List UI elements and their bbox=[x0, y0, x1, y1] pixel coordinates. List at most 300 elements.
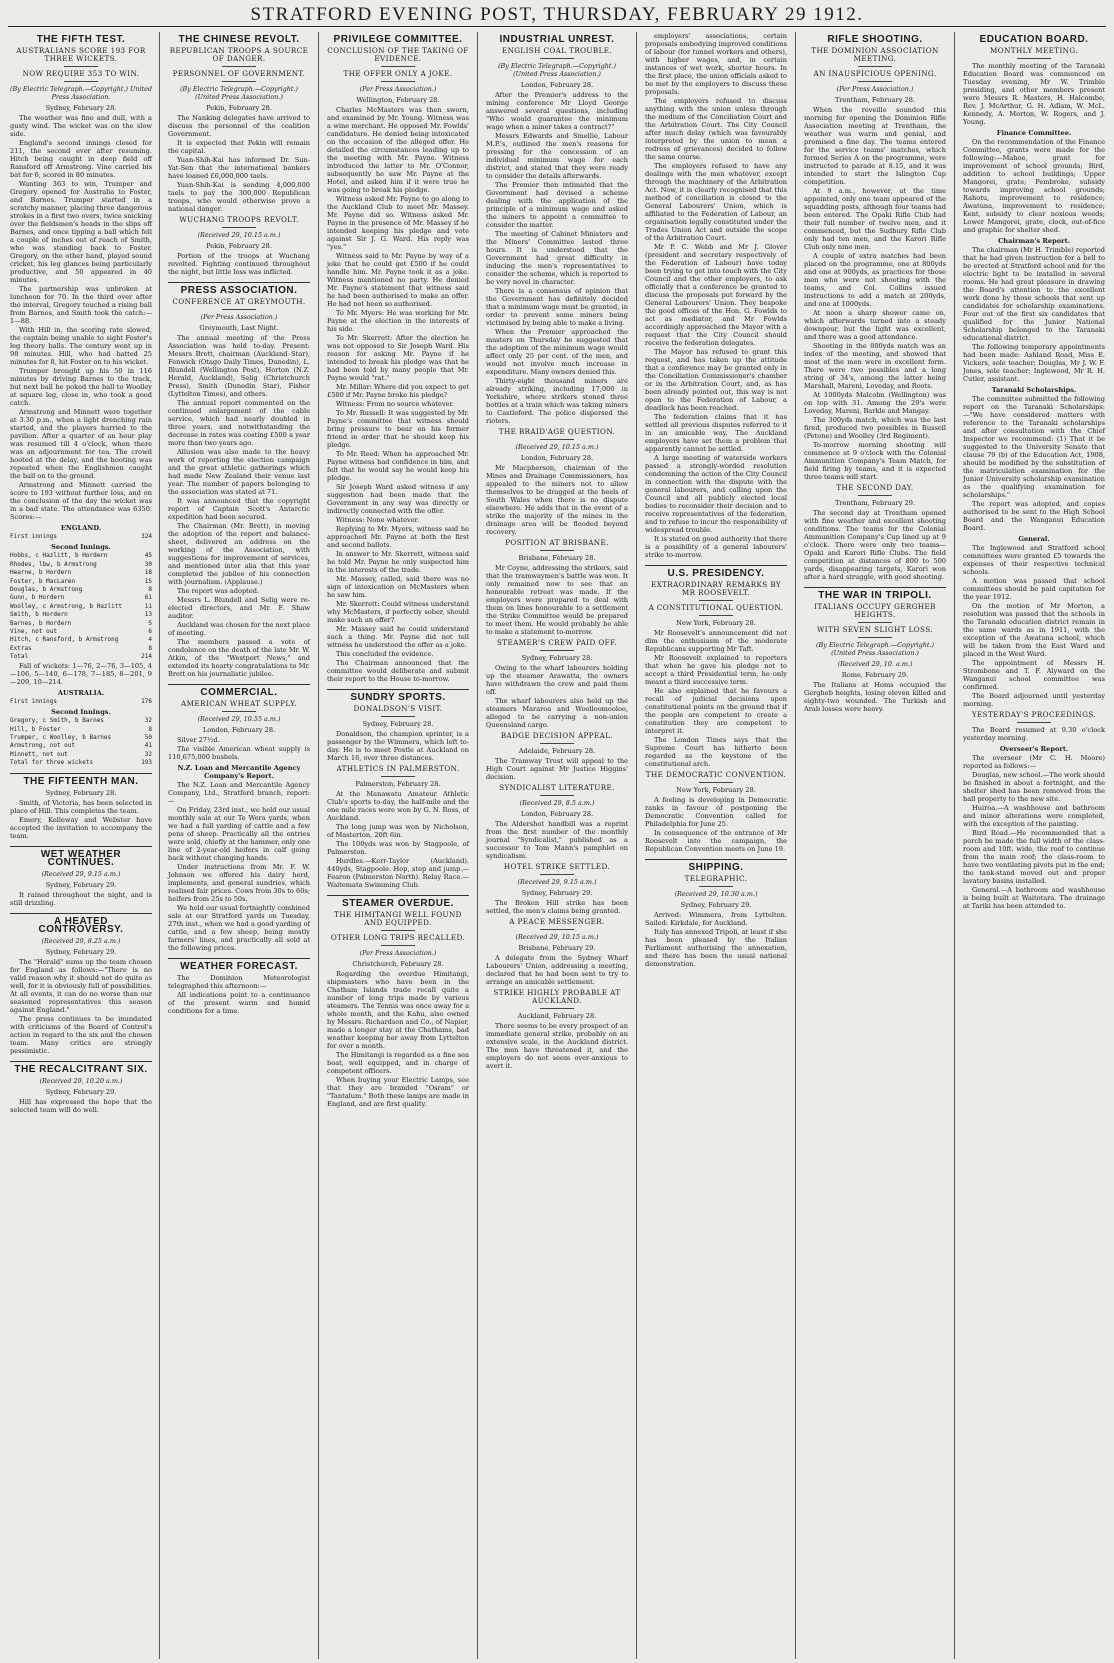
article-dateline: Sydney, February 28. bbox=[45, 788, 117, 797]
article-paragraph: To Mr. Myers: He was working for Mr. Payne at the election in the interests of his side. bbox=[327, 309, 469, 333]
article-paragraph: Wanting 363 to win, Trumper and Gregory opened for Australia to Foster, and Barnes. Trumper started in a scratchy manner, placing three dangerous strokes in a first two overs, twice snicking over the fieldsmen's heads in the slips off Barnes, and once tipping a ball which fell a couple of inches out of reach of Smith, who was standing back to Foster. Gregory, on the other hand, played sound cricket, his leg glances being particularly productive, and 50 appeared in 40 minutes. bbox=[10, 180, 152, 284]
score-runs: 324 bbox=[141, 533, 152, 540]
article-dateline: London, February 28. bbox=[520, 810, 594, 818]
article-subheading: CONCLUSION OF THE TAKING OF EVIDENCE. bbox=[327, 46, 469, 63]
article-paragraph: To-morrow morning shooting will commence at 9 o'clock with the Colonial Ammunition Company's Team Match, for field firing by teams, and it is expected three teams will start. bbox=[804, 441, 946, 481]
article-paragraph: Witness asked Mr. Payne to go along to the Auckland Club to meet Mr. Massey. Mr. Payne did so. Witness asked Mr. Payne in the presence of Mr. Massey if he intended keeping his pledge and vote against Sir J. G. Ward. His reply was "yes." bbox=[327, 195, 469, 251]
column-rule bbox=[795, 32, 796, 1659]
score-player: Minnett, not out bbox=[10, 750, 68, 758]
article-paragraph: The press continues to be inundated with criticisms of the Board of Control's action in regard to the six and the chosen team. Many critics are strongly pessimistic. bbox=[10, 1014, 152, 1055]
article-headline: EDUCATION BOARD. bbox=[979, 34, 1089, 45]
section-divider bbox=[645, 859, 787, 860]
article-credit: (Received 29, 8.25 a.m.) bbox=[41, 936, 121, 945]
article-paragraph: Sir Joseph Ward asked witness if any suggestion had been made that the Government in any way was directly or indirectly connected with the offer. bbox=[327, 483, 469, 515]
article-paragraph: The second day at Trentham opened with fine weather and excellent shooting conditions. The teams for the Colonial Ammunition Company's Cup lined up at 9 o'clock. There were only two teams—Opaki and Karori Rifle Clubs. The field competition at distances of 800 to 500 yards, disappearing targets, Karori won after a hard struggle, with good shooting. bbox=[804, 509, 946, 581]
article-subheading: THE BRAID'AGE QUESTION. bbox=[498, 427, 616, 436]
article-paragraph: It is stated on good authority that there is a possibility of a general labourers' strike to-morrow. bbox=[645, 535, 787, 559]
short-rule bbox=[699, 600, 733, 601]
article-dateline: Trentham, February 29. bbox=[834, 499, 916, 507]
article-paragraph: Mr. Massey said he could understand such a thing. Mr. Payne did not tell witness he understood the offer as a joke. bbox=[327, 625, 469, 649]
article-paragraph: Arrived: Wimmera, from Lyttelton. Sailed: Kirkdale, for Auckland. bbox=[645, 911, 787, 927]
article-paragraph: At 9 a.m., however, at the time appointed, only one team appeared of the squadding posts, although four teams had been entered. The Opaki Rifle Club had their full number of twelve men, and it commenced, but the Sudbury Rifle Club only had ten men, and the Karori Rifle Club only nine men. bbox=[804, 187, 946, 251]
article-paragraph: The long jump was won by Nicholson, of Masterton, 20ft 6in. bbox=[327, 823, 469, 839]
article-paragraph: The "Herald" sums up the team chosen for England as follows:—"There is no valid reason why it should not do quite as well, for it is obviously full of possibilities. At all events, it can do no worse than our seasoned representatives this season against England." bbox=[10, 957, 152, 1014]
section-divider bbox=[168, 958, 310, 959]
article-paragraph: Messrs Edwards and Smellie, Labour M.P.'s, outlined the men's reasons for pressing for the concession of an individual minimum wage for each district, and stated that they were ready to consider the details afterwards. bbox=[486, 132, 628, 180]
article-headline: THE FIFTH TEST. bbox=[36, 34, 126, 45]
article-paragraph: The following temporary appointments had been made: Ashland Road, Miss E. Vickers, sole teacher; Douglas, Mr J. W. F. Jones, sole teacher; Inglewood, Mr R. H. Cutler, assistant. bbox=[963, 343, 1105, 383]
article-paragraph: Fall of wickets: 1—76, 2—76, 3—105, 4—106, 5—140, 6—178, 7—185, 8—201, 9—209, 10—214. bbox=[10, 661, 152, 686]
score-player: Douglas, b Armstrong bbox=[10, 586, 83, 594]
article-paragraph: The report was adopted. bbox=[177, 587, 260, 595]
article-subheading: HOTEL STRIKE SETTLED. bbox=[503, 862, 611, 871]
short-rule bbox=[699, 886, 733, 887]
article-subheading: STRIKE HIGHLY PROBABLE AT AUCKLAND. bbox=[493, 988, 621, 1005]
article-paragraph: Witness: From no source whatever. bbox=[336, 400, 454, 408]
article-credit: (Received 29, 9.15 a.m.) bbox=[517, 878, 597, 886]
short-rule bbox=[858, 637, 892, 638]
article-headline: THE RECALCITRANT SIX. bbox=[14, 1063, 148, 1075]
article-credit: (Received 29, 10.15 a.m.) bbox=[197, 231, 281, 239]
score-runs: 32 bbox=[144, 717, 152, 725]
article-paragraph: Auckland was chosen for the next place of meeting. bbox=[168, 621, 310, 637]
short-rule bbox=[699, 782, 733, 783]
article-subheading: AMERICAN WHEAT SUPPLY. bbox=[181, 699, 297, 708]
short-rule bbox=[858, 495, 892, 496]
article-paragraph: Allusion was also made to the heavy work of reporting the election campaign and the great athletic gatherings which had made New Zealand their venue last year. The number of papers belonging to the association was stated at 71. bbox=[168, 448, 310, 496]
score-player: Total bbox=[10, 653, 29, 661]
article-paragraph: England's second innings closed for 211, the second ever after resuming. Hitch being caught in deep field off Ransford off Armstrong. Vine carried his bat for 6, scored in 80 minutes. bbox=[10, 139, 152, 179]
article-subheading: AUSTRALIANS SCORE 193 FOR THREE WICKETS. bbox=[16, 46, 146, 63]
column-rule bbox=[954, 32, 955, 1659]
article-paragraph: Emery, Kelleway and Webster have accepted the invitation to accompany the team. bbox=[10, 815, 152, 840]
article-paragraph: Shooting in the 800yds match was an index of the meeting, and showed that most of the men were in excellent form. There were two possibles and a long string of 34's, among the latter being Marshall, Mareni, Loveday, and Roots. bbox=[804, 342, 946, 390]
short-rule bbox=[540, 743, 574, 744]
article-dateline: Rome, February 29. bbox=[841, 671, 909, 679]
article-section-title: Chairman's Report. bbox=[998, 237, 1070, 245]
score-line bbox=[10, 653, 152, 660]
article-dateline: Sydney, February 29. bbox=[45, 1087, 117, 1096]
score-player: Total for three wickets bbox=[10, 759, 94, 767]
article-paragraph: Armstrong and Minnett carried the score to 193 without further loss, and on the conclusion of the day the wicket was in a bad state. The attendance was 6350. Scores:— bbox=[10, 481, 152, 521]
score-runs: 4 bbox=[148, 636, 152, 644]
article-paragraph: The London Times says that the Supreme Court has hitherto been regarded as the keystone of the constitutional arch. bbox=[645, 736, 787, 768]
score-runs: 214 bbox=[141, 653, 152, 661]
short-rule bbox=[540, 550, 574, 551]
article-paragraph: The Board adjourned until yesterday morning. bbox=[963, 692, 1105, 708]
score-runs: 30 bbox=[144, 560, 152, 568]
article-subheading: MONTHLY MEETING. bbox=[990, 46, 1078, 55]
article-paragraph: On the recommendation of the Finance Committee, grants were made for the following:—Mahoe, grant for improvement of school grounds; Bird, addition to school buildings; Upper Mangorei, grate; Pembroke, subsidy towards improving school grounds; Rahotu, improvement to residence; Awatuna, improvement to residence; Kent, subsidy to clear noxious weeds; Lower Mangorei, grate, clock, out-of-fice and graphic for shelter shed. bbox=[963, 138, 1105, 234]
article-paragraph: When the reveille sounded this morning for opening the Dominion Rifle Association meeting at Trentham, the weather was warm and genial, and promised a fine day. The teams entered for the service teams' matches, which formed Series A on the programme, were instructed to parade at 8.15, and it was intended to start the Islington Cup competition. bbox=[804, 106, 946, 186]
article-section-title: Overseer's Report. bbox=[999, 745, 1069, 753]
section-divider bbox=[327, 895, 469, 896]
column-rule bbox=[159, 32, 160, 1659]
article-paragraph: Armstrong and Minnett were together at 3.30 p.m., when a light drenching rain started, and the players hurried to the pavilion. After a quarter of an hour play was resumed till 4 o'clock, when there was an adjournment for tea. The crowd hooted at the delay, and the hooting was repeated when the Englishmen caught the ball on to the ground. bbox=[10, 408, 152, 480]
score-runs: 61 bbox=[144, 594, 152, 602]
article-credit: (Received 29, 10.30 a.m.) bbox=[674, 890, 758, 898]
score-player: Hill, b Foster bbox=[10, 725, 61, 733]
short-rule bbox=[540, 439, 574, 440]
article-headline: COMMERCIAL. bbox=[200, 687, 278, 698]
score-player: Hobbs, c Hazlitt, b Hordern bbox=[10, 552, 108, 560]
article-paragraph: Replying to Mr. Myers, witness said he approached Mr. Payne at both the first and second ballots. bbox=[327, 525, 469, 549]
score-player: Foster, b MacLaren bbox=[10, 577, 76, 585]
short-rule bbox=[381, 930, 415, 931]
short-rule bbox=[381, 716, 415, 717]
article-paragraph: The Dominion Meteorologist telegraphed this afternoon:— bbox=[168, 974, 310, 990]
article-dateline: Pekin, February 28. bbox=[206, 242, 272, 250]
article-subheading: PERSONNEL OF GOVERNMENT. bbox=[172, 69, 306, 78]
article-dateline: Adelaide, February 28. bbox=[518, 747, 596, 755]
score-line bbox=[10, 552, 152, 559]
score-runs: 18 bbox=[144, 569, 152, 577]
article-dateline: Pekin, February 28. bbox=[206, 104, 272, 112]
score-line bbox=[10, 561, 152, 568]
article-paragraph: To Mr. Russell: It was suggested by Mr. Payne's committee that witness should bring pressure to bear on his former friend in order that he should keep his pledge. bbox=[327, 409, 469, 449]
article-credit: (Received 29, 10.20 a.m.) bbox=[39, 1076, 123, 1085]
column-3 bbox=[323, 32, 473, 1659]
article-paragraph: A motion was passed that school committees should be paid capitation for the year 1912. bbox=[963, 577, 1105, 601]
article-credit: (By Electric Telegraph.—Copyright.) (United Press Association.) bbox=[816, 641, 934, 657]
article-paragraph: Mr Roosevelt's announcement did not dim the enthusiasm of the moderate Republicans supporting Mr Taft. bbox=[645, 629, 787, 653]
article-paragraph: The Italians at Homs occupied the Gergheb heights, losing eleven killed and eighty-two wounded. The Turkish and Arab losses were heavy. bbox=[804, 681, 946, 713]
short-rule bbox=[381, 945, 415, 946]
article-paragraph: The Board resumed at 9.30 o'clock yesterday morning. bbox=[963, 726, 1105, 742]
score-line bbox=[10, 717, 152, 724]
section-divider bbox=[10, 913, 152, 914]
article-credit: (Received 29, 8.5 a.m.) bbox=[519, 799, 595, 807]
article-paragraph: All indications point to a continuance of the present warm and humid conditions for a time. bbox=[168, 991, 310, 1015]
article-paragraph: The Aldershot handbill was a reprint from the first number of the monthly journal "Syndicalist," published as a successor to Tom Mann's pamphlet on syndicalism. bbox=[486, 820, 628, 860]
article-headline: THE CHINESE REVOLT. bbox=[178, 34, 300, 45]
article-subheading: STEAMER'S CREW PAID OFF. bbox=[496, 638, 618, 647]
article-paragraph: The N.Z. Loan and Mercantile Agency Company, Ltd., Stratford branch, report:— bbox=[168, 781, 310, 805]
masthead: STRATFORD EVENING POST, THURSDAY, FEBRUARY 29 1912. bbox=[8, 4, 1106, 27]
score-player: First innings bbox=[10, 697, 57, 705]
article-subheading: BADGE DECISION APPEAL. bbox=[500, 731, 614, 740]
article-paragraph: At the Manawatu Amateur Athletic Club's sports to-day, the half-mile and the one mile races were won by G. N. Ross, of Auckland. bbox=[327, 790, 469, 822]
section-divider bbox=[10, 773, 152, 774]
article-paragraph: The visible American wheat supply is 110,675,000 bushels. bbox=[168, 745, 310, 761]
score-runs: 8 bbox=[148, 644, 152, 652]
article-paragraph: Bird Road.—He recommended that a porch be made the full width of the class-room and 10ft. wide, the roof to continue from the main roof; the class-room to have two ventilating pivots put in the end; the tank-stand moved out and proper lavatory basins installed. bbox=[963, 829, 1105, 885]
article-headline: WEATHER FORECAST. bbox=[180, 961, 298, 972]
score-runs: 41 bbox=[144, 742, 152, 750]
short-rule bbox=[699, 615, 733, 616]
article-subheading: A CONSTITUTIONAL QUESTION. bbox=[648, 603, 784, 612]
article-section-title: AUSTRALIA. bbox=[57, 688, 105, 697]
short-rule bbox=[540, 929, 574, 930]
short-rule bbox=[540, 795, 574, 796]
article-paragraph: General.—A bathroom and washhouse is being built at Waitotara. The drainage at Tariki has been attended to. bbox=[963, 886, 1105, 910]
score-runs: 8 bbox=[148, 586, 152, 594]
article-paragraph: Yuan-Shih-Kai has informed Dr. Sun-Yat-Sen that the international bankers have loaned £6,000,000 taels. bbox=[168, 156, 310, 180]
score-line bbox=[10, 698, 152, 705]
article-subheading: A PEACE MESSENGER. bbox=[509, 917, 605, 926]
article-paragraph: With Hill in, the scoring rate slowed, the captain being unable to sight Foster's leg theory balls. The century went up in 98 minutes. Hill, who had batted 25 minutes for 8, hit Foster on to his wicket. bbox=[10, 326, 152, 366]
article-subheading: THE HIMITANGI WELL FOUND AND EQUIPPED. bbox=[334, 910, 462, 927]
article-dateline: Wellington, February 28. bbox=[356, 96, 440, 104]
article-subheading: THE DOMINION ASSOCIATION MEETING. bbox=[811, 46, 939, 63]
article-subheading: THE DEMOCRATIC CONVENTION. bbox=[645, 770, 787, 779]
score-player: Vine, not out bbox=[10, 628, 57, 636]
article-dateline: London, February 28. bbox=[520, 454, 594, 462]
article-paragraph: Mr. Massey, called, said there was no sign of intoxication on McMasters when he saw him. bbox=[327, 575, 469, 599]
article-paragraph: The partnership was unbroken at luncheon for 70. In the third over after the interval, Gregory touched a rising ball from Barnes, and Smith took the catch:—1—88. bbox=[10, 285, 152, 325]
article-paragraph: The annual meeting of the Press Association was held to-day. Present: Messrs Brett, chairman (Auckland Star), Fenwick (Otago Daily Times, Dunedin), L. Blundell (Wellington Post), Horton (N.Z. Herald, Auckland), Selig (Christchurch Press), Smith (Dunedin Star), Fisher (Lyttelton Times), and others. bbox=[168, 334, 310, 398]
short-rule bbox=[222, 309, 256, 310]
score-line bbox=[10, 586, 152, 593]
short-rule bbox=[1017, 722, 1051, 723]
article-subheading: AN INAUSPICIOUS OPENING. bbox=[813, 69, 937, 78]
article-subheading: OTHER LONG TRIPS RECALLED. bbox=[330, 933, 466, 942]
article-dateline: Trentham, February 28. bbox=[834, 96, 916, 104]
section-divider bbox=[10, 846, 152, 847]
article-paragraph: Donaldson, the champion sprinter, is a passenger by the Wimmera, which left to-day. He is to meet Postle at Auckland on March 16, over three distances. bbox=[327, 730, 469, 762]
short-rule bbox=[381, 66, 415, 67]
article-paragraph: Mr Roosevelt explained to reporters that when he gave his pledge not to accept a third Presidential term, he only meant a third successive term. bbox=[645, 654, 787, 686]
score-line bbox=[10, 620, 152, 627]
article-dateline: Auckland, February 28. bbox=[517, 1012, 597, 1020]
article-dateline: London, February 28. bbox=[202, 726, 276, 734]
article-subheading: THE SECOND DAY. bbox=[836, 483, 914, 492]
column-2 bbox=[164, 32, 314, 1659]
article-dateline: Brisbane, February 29. bbox=[518, 944, 596, 952]
article-dateline: Sydney, February 29. bbox=[45, 880, 117, 889]
score-player: Armstrong, not out bbox=[10, 742, 76, 750]
score-player: Barnes, b Hordern bbox=[10, 619, 72, 627]
article-subheading: SYNDICALIST LITERATURE. bbox=[499, 783, 615, 792]
article-paragraph: Douglas, new school.—The work should be finished in about a fortnight, and the shelter shed has been removed from the hall property to the new site. bbox=[963, 771, 1105, 803]
section-divider bbox=[168, 684, 310, 685]
article-credit: (Received 29, 10.15 a.m.) bbox=[515, 933, 599, 941]
score-runs: 50 bbox=[144, 733, 152, 741]
article-credit: (Per Press Association.) bbox=[200, 313, 278, 321]
score-runs: 15 bbox=[144, 577, 152, 585]
score-line bbox=[10, 628, 152, 635]
article-paragraph: When buying your Electric Lamps, see that they are branded "Osram" or "Tantalum." Both these lamps are made in England, and are first quality. bbox=[327, 1076, 469, 1108]
article-subheading: THE OFFER ONLY A JOKE. bbox=[343, 69, 453, 78]
article-subheading: ATHLETICS IN PALMERSTON. bbox=[336, 764, 460, 773]
article-paragraph: We hold our usual fortnightly combined sale at our Stratford yards on Tuesday, 27th inst., when we had a good yarding of cattle, and a few sheep, being mostly farmers' lines, and practically all sold at the following prices. bbox=[168, 904, 310, 952]
article-paragraph: A feeling is developing in Democratic ranks in favour of postponing the Democratic Convention called for Philadelphia for June 25. bbox=[645, 796, 787, 828]
score-line bbox=[10, 533, 152, 540]
article-paragraph: The report was adopted, and copies authorised to be sent to the High School Board and the Wanganui Education Board. bbox=[963, 500, 1105, 532]
article-paragraph: Yuan-Shih-Kai is sending 4,000,000 taels to pay the 300,000 Republican troops, who would otherwise prove a national danger. bbox=[168, 181, 310, 213]
article-paragraph: Witness said to Mr. Payne by way of a joke that he could get £500 if he could handle him. Mr. Payne took it as a joke. Witness mentioned no party. He denied Mr. Payne's statement that witness said he had been authorised to make an offer. He had not been so authorised. bbox=[327, 252, 469, 308]
article-paragraph: Owing to the wharf labourers holding up the steamer Arawatta, the owners have withdrawn the crew and paid them off. bbox=[486, 664, 628, 696]
score-runs: 32 bbox=[144, 750, 152, 758]
score-line bbox=[10, 603, 152, 610]
article-subheading: WITH SEVEN SLIGHT LOSS. bbox=[817, 625, 933, 634]
article-paragraph: Mr. Millar: Where did you expect to get £500 if Mr. Payne broke his pledge? bbox=[327, 383, 469, 399]
article-dateline: Brisbane, February 28. bbox=[518, 554, 596, 562]
article-section-title: Finance Committee. bbox=[996, 129, 1072, 137]
score-line bbox=[10, 636, 152, 643]
article-paragraph: The weather was fine and dull, with a gusty wind. The wicket was on the slow side. bbox=[10, 114, 152, 138]
article-paragraph: Huiroa.—A washhouse and bathroom and minor alterations were completed, with the exception of the painting. bbox=[963, 804, 1105, 828]
article-subheading: EXTRAORDINARY REMARKS BY MR ROOSEVELT. bbox=[650, 580, 782, 597]
short-rule bbox=[858, 622, 892, 623]
article-paragraph: To Mr. Skerrett: After the election he was not opposed to Sir Joseph Ward. His reason for asking Mr. Payne if he intended to break his pledge was that he had been told by many people that Mr. Payne would "rat." bbox=[327, 334, 469, 382]
article-paragraph: After the Premier's address to the mining conference Mr Lloyd George answered several questions, including "Who would guarantee the minimum wage when a miner takes a contract?" bbox=[486, 91, 628, 131]
article-dateline: Palmerston, February 28. bbox=[355, 780, 441, 788]
article-subheading: WUCHANG TROOPS REVOLT. bbox=[179, 215, 299, 224]
article-credit: (By Electric Telegraph.—Copyright.) (United Press Association.) bbox=[498, 62, 616, 78]
article-paragraph: To Mr. Reed: When he approached Mr. Payne witness had confidence in him, and felt that he would say he would keep his pledge. bbox=[327, 450, 469, 482]
article-section-title: General. bbox=[1018, 535, 1050, 543]
short-rule bbox=[381, 81, 415, 82]
article-subheading: DONALDSON'S VISIT. bbox=[353, 704, 443, 713]
article-paragraph: Under instructions from Mr. F. W. Johnson we offered his dairy herd, implements, and general sundries, which realised fair prices. Cows from 30s to 60s; heifers from 25s to 50s. bbox=[168, 863, 310, 903]
article-subheading: ENGLISH COAL TROUBLE. bbox=[501, 46, 613, 55]
article-paragraph: A delegate from the Sydney Wharf Labourers' Union, addressing a meeting, declared that he had been sent to try to arrange an amicable settlement. bbox=[486, 954, 628, 986]
score-player: Extras bbox=[10, 644, 32, 652]
article-dateline: Sydney, February 29. bbox=[680, 901, 752, 909]
article-headline: INDUSTRIAL UNREST. bbox=[499, 34, 615, 45]
score-runs: 45 bbox=[144, 552, 152, 560]
article-paragraph: Italy has annexed Tripoli, at least if she has been pleased by the Italian Parliament authorising the annexation, and there has been the usual national demonstration. bbox=[645, 928, 787, 968]
article-section-title: N.Z. Loan and Mercantile Agency Company's Report. bbox=[177, 764, 301, 780]
short-rule bbox=[222, 227, 256, 228]
article-subheading: ITALIANS OCCUPY GERGHEB HEIGHTS. bbox=[814, 602, 936, 619]
article-dateline: London, February 28. bbox=[520, 81, 594, 89]
short-rule bbox=[540, 1008, 574, 1009]
article-subheading: REPUBLICAN TROOPS A SOURCE OF DANGER. bbox=[169, 46, 309, 63]
article-paragraph: On the motion of Mr Morton, a resolution was passed that the schools in the Taranaki education district remain in the same wards as in 1911, with the exception of the Awatuna school, which will be taken from the East Ward and placed in the West Ward. bbox=[963, 602, 1105, 658]
article-headline: THE WAR IN TRIPOLI. bbox=[818, 590, 932, 601]
column-6 bbox=[800, 32, 950, 1659]
article-paragraph: Trumper brought up his 50 in 116 minutes by driving Barnes to the track, but next ball he poked the ball to Woolley at square leg, close in, who took a good catch. bbox=[10, 367, 152, 407]
article-headline: U.S. PRESIDENCY. bbox=[667, 568, 765, 579]
section-divider bbox=[804, 587, 946, 588]
score-line bbox=[10, 734, 152, 741]
article-paragraph: The Tramway Trust will appeal to the High Court against Mr Justice Higgins' decision. bbox=[486, 757, 628, 781]
article-credit: (Received 29, 9.15 a.m.) bbox=[41, 869, 121, 878]
score-runs: 11 bbox=[144, 602, 152, 610]
article-paragraph: This concluded the evidence. bbox=[336, 650, 434, 658]
score-line bbox=[10, 569, 152, 576]
score-line bbox=[10, 594, 152, 601]
article-paragraph: Thirty-eight thousand miners are already striking, including 17,000 in Yorkshire, where strikers stoned three bottles at a train which was taking miners to Castleford. The police dispersed the rioters. bbox=[486, 377, 628, 425]
article-paragraph: The employers refused to have any dealings with the men whatever, except through the machinery of the Arbitration Act. Now, it is clearly recognised that this method of conciliation is closed to the General Labourers' Union, which is affiliated to the Federation of Labour, an organisation legally constituted under the Trades Union Act and outside the scope of the Arbitration Court. bbox=[645, 162, 787, 242]
article-paragraph: In consequence of the entrance of Mr Roosevelt into the campaign, the Republican Convention meets on June 19. bbox=[645, 829, 787, 853]
section-divider bbox=[645, 565, 787, 566]
article-credit: (Received 29, 10.15 a.m.) bbox=[515, 443, 599, 451]
short-rule bbox=[1017, 58, 1051, 59]
article-credit: (By Electric Telegraph.—Copyright.) (United Press Association.) bbox=[180, 85, 298, 101]
score-line bbox=[10, 742, 152, 749]
article-dateline: Sydney, February 29. bbox=[45, 947, 117, 956]
score-line bbox=[10, 578, 152, 585]
short-rule bbox=[222, 711, 256, 712]
article-headline: THE FIFTEENTH MAN. bbox=[23, 775, 139, 787]
article-subheading: CONFERENCE AT GREYMOUTH. bbox=[172, 297, 306, 306]
score-line bbox=[10, 645, 152, 652]
article-paragraph: Regarding the overdue Himitangi, shipmasters who have been in the Chatham Islands trade recall quite a number of long trips made by various steamers. The Tennis was once away for a whole month, and the Kahu, also owned by Messrs. Richardson and Co., of Napier, made a longer stay at the Chathams, bad weather keeping her away from Lyttelton for over a month. bbox=[327, 970, 469, 1050]
article-paragraph: A couple of extra matches had been placed on the programme, one at 800yds and one at 900yds, as practices for those men who were not shooting with the teams, and Col. Collins issued instructions to add a match at 200yds, and one at 1000yds. bbox=[804, 252, 946, 308]
short-rule bbox=[222, 66, 256, 67]
article-headline: SHIPPING. bbox=[688, 862, 744, 873]
article-headline: STEAMER OVERDUE. bbox=[342, 898, 454, 909]
article-section-title: ENGLAND. bbox=[60, 524, 102, 532]
article-credit: (Per Press Association.) bbox=[836, 85, 914, 93]
article-paragraph: A large meeting of waterside workers passed a strongly-worded resolution condemning the action of the City Council in connection with the dispute with the general labourers, and calling upon the Council and all publicly elected local bodies to reconsider their decision and to receive representatives of the federation, and to refuse to incur the responsibility of widespread trouble. bbox=[645, 454, 787, 534]
article-paragraph: The employers refused to discuss anything with the union unless through the medium of the Conciliation Court and the Arbitration Court. The City Council after much delay (which was favourably interpreted by the union to mean a redress of grievances) decided to follow the same course. bbox=[645, 97, 787, 161]
column-rule bbox=[636, 32, 637, 1659]
article-credit: (Per Press Association.) bbox=[359, 949, 437, 957]
article-subheading: POSITION AT BRISBANE. bbox=[505, 538, 609, 547]
article-paragraph: The Himitangi is regarded as a fine sea boat, well equipped, and in charge of competent officers. bbox=[327, 1051, 469, 1075]
article-dateline: Christchurch, February 28. bbox=[352, 960, 444, 968]
score-player: Rhodes, lbw, b Armstrong bbox=[10, 560, 97, 568]
article-dateline: Sydney, February 28. bbox=[45, 104, 117, 112]
article-headline: RIFLE SHOOTING. bbox=[827, 34, 923, 45]
score-line bbox=[10, 751, 152, 758]
article-section-title: Second Innings. bbox=[51, 543, 111, 552]
article-paragraph: The 300yds match, which was the last fired, produced two possibles in Russell (Petone) and Woolley (3rd Regiment). bbox=[804, 416, 946, 440]
article-paragraph: The Inglewood and Stratford school committees were granted £5 towards the expenses of their respective technical schools. bbox=[963, 544, 1105, 576]
article-paragraph: Hurdles.—Kerr-Taylor (Auckland). 440yds, Stagpoole. Hop, step and jump.—Fearon (Palmerston North). Relay Race.—Waitemata Swimming Club. bbox=[327, 857, 469, 889]
article-paragraph: employers' associations, certain proposals embodying improved conditions of labour (for tunnel workers and others), with higher wages, and, in certain instances of wet work, shorter hours. In the first place, the union officials asked to be met by the employers to discuss these proposals. bbox=[645, 32, 787, 96]
article-paragraph: Mr. Skerrett: Could witness understand why McMasters, if perfectly sober, should make such an offer? bbox=[327, 600, 469, 624]
score-player: Gunn, b Hordern bbox=[10, 594, 65, 602]
column-5 bbox=[641, 32, 791, 1659]
article-paragraph: The Premier then intimated that the Government had devised a scheme dealing with the application of the principle of a minimum wage and asked the miners to appoint a committee to consider the matter. bbox=[486, 181, 628, 229]
section-divider bbox=[10, 1061, 152, 1062]
article-paragraph: The 100yds was won by Stagpoole, of Palmerston. bbox=[327, 840, 469, 856]
article-paragraph: The overseer (Mr C. H. Moore) reported as follows:— bbox=[963, 754, 1105, 770]
article-paragraph: The annual report commented on the continued enlargement of the cable service, which had nearly doubled in three years, and notwithstanding the decrease in rates was costing £500 a year more than two years ago. bbox=[168, 399, 310, 447]
article-dateline: Sydney, February 28. bbox=[521, 654, 593, 662]
article-credit: (By Electric Telegraph.—Copyright.) United Press Association. bbox=[10, 85, 152, 101]
article-paragraph: When the Premier approached the masters on Thursday he suggested that the adoption of the minimum wage would affect only 25 per cent. of the men, and would not involve much increase in expenditure. Many owners denied this. bbox=[486, 328, 628, 376]
article-paragraph: In answer to Mr. Skerrett, witness said he told Mr. Payne he only suspected him in the interests of the trade. bbox=[327, 550, 469, 574]
article-paragraph: At noon a sharp shower came on, which afterwards turned into a steady downpour, but the light was excellent, and there was a good attendance. bbox=[804, 309, 946, 341]
article-dateline: Greymouth, Last Night. bbox=[199, 324, 279, 332]
article-section-title: Taranaki Scholarships. bbox=[991, 386, 1077, 394]
score-line bbox=[10, 759, 152, 766]
article-paragraph: The Chairman announced that the committee would deliberate and submit their report to the House to-morrow. bbox=[327, 659, 469, 683]
article-paragraph: Messrs L. Blundell and Selig were re-elected directors, and Mr. F. Shaw auditor. bbox=[168, 596, 310, 620]
score-player: Woolley, c Armstrong, b Hazlitt bbox=[10, 602, 122, 610]
article-dateline: New York, February 28. bbox=[676, 619, 756, 627]
score-player: Hearne, b Hordern bbox=[10, 569, 72, 577]
score-line bbox=[10, 611, 152, 618]
section-divider bbox=[327, 689, 469, 690]
column-rule bbox=[318, 32, 319, 1659]
article-paragraph: Mr Coyne, addressing the strikers, said that the tramwaymen's battle was won. It only remained now to see that an honourable retreat was made. If the employers were prepared to deal with them on lines honourable to a settlement the Strike Committee would be prepared to meet them. He would probably be able to make a statement to-morrow. bbox=[486, 564, 628, 636]
article-credit: (Received 29, 10.55 a.m.) bbox=[197, 715, 281, 723]
article-paragraph: He also explained that he favours a recall of judicial decisions upon constitutional points on the ground that if the people are competent to create a constitution they are competent to interpret it. bbox=[645, 687, 787, 735]
short-rule bbox=[858, 81, 892, 82]
score-player: Smith, b Hordern bbox=[10, 611, 68, 619]
article-headline: PRIVILEGE COMMITTEE. bbox=[333, 34, 463, 45]
article-paragraph: The monthly meeting of the Taranaki Education Board was commenced on Tuesday evening, Mr W. Trimble presiding, and other members present were Messrs R. Masters, H. Halcombe, Rev. J. McArthur, G. H. Adlam, W. McL. Kennedy, A. Morton, W. Rogers, and J. Young. bbox=[963, 62, 1105, 126]
article-section-title: Second Innings. bbox=[51, 708, 111, 717]
short-rule bbox=[64, 81, 98, 82]
short-rule bbox=[381, 776, 415, 777]
article-paragraph: The Chairman (Mr. Brett), in moving the adoption of the report and balance-sheet, delivered an address on the working of the Association, with suggestions for improvement of services, and mentioned inter alia that this year completed the jubilee of his connection with journalism. (Applause.) bbox=[168, 522, 310, 586]
article-paragraph: Charles McMasters was then sworn, and examined by Mr. Young. Witness was a wine merchant. He opposed Mr. Fowlds' candidature. He denied being intoxicated on the occasion of the alleged offer. He detailed the circumstances leading up to the meeting with Mr. Payne. Witness introduced the latter to Mr. O'Connor, subsequently he saw Mr. Payne at the Hotel, and asked him if it were true he was going to break his pledge. bbox=[327, 106, 469, 194]
column-1 bbox=[6, 32, 156, 1659]
score-runs: 5 bbox=[148, 619, 152, 627]
score-line bbox=[10, 726, 152, 733]
score-runs: 6 bbox=[148, 628, 152, 636]
article-headline: PRESS ASSOCIATION. bbox=[180, 285, 298, 296]
article-paragraph: Silver 27½d. bbox=[177, 736, 220, 744]
